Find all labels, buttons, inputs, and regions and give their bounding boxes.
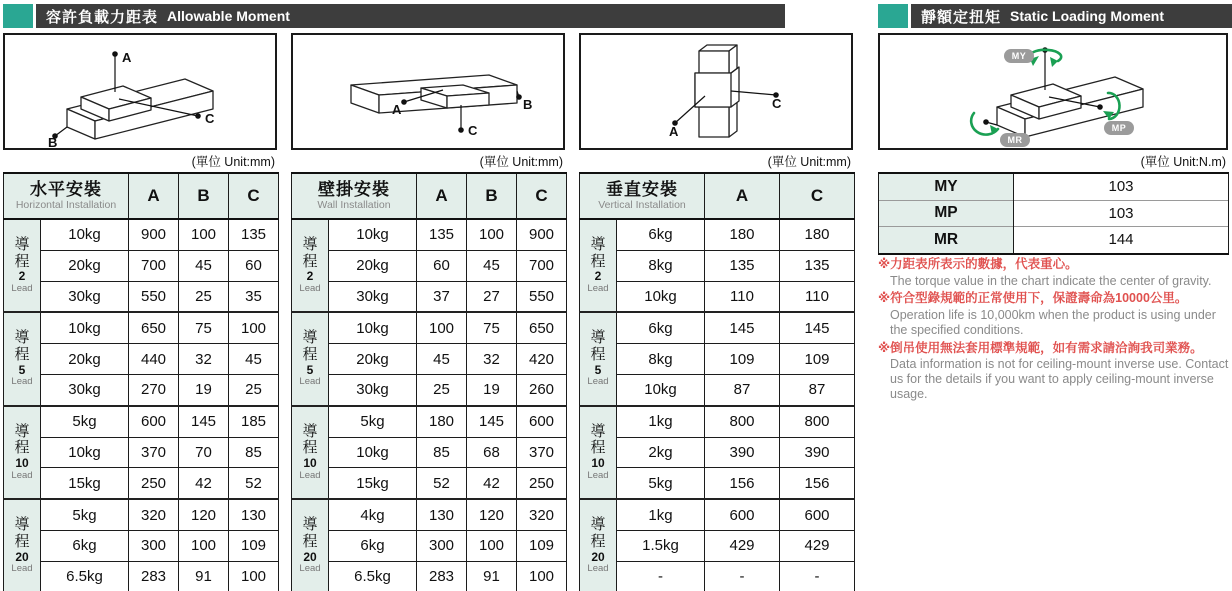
value-cell: 120 <box>467 499 517 530</box>
value-cell: 900 <box>129 219 179 250</box>
installation-table <box>579 172 855 591</box>
value-cell: 37 <box>417 281 467 312</box>
allowable-moment-header-bar <box>36 4 785 28</box>
load-cell: 6kg <box>617 219 705 250</box>
column-header-b: B <box>467 173 517 219</box>
value-cell: 110 <box>780 281 855 312</box>
static-moment-diagram <box>878 33 1228 150</box>
static-moment-header-bar <box>911 4 1232 28</box>
load-cell: 15kg <box>41 468 129 499</box>
table-row <box>4 437 279 468</box>
table-title-zh: 水平安裝 <box>30 179 102 199</box>
lead-cell: 導 程 10 Lead <box>580 406 617 499</box>
value-cell: 100 <box>467 219 517 250</box>
moment-value-cell: 144 <box>1014 227 1229 254</box>
badge-mr: MR <box>1007 135 1023 145</box>
load-cell: 6.5kg <box>329 561 417 591</box>
unit-label-mm: (單位 Unit:mm) <box>479 155 563 169</box>
value-cell: 130 <box>229 499 279 530</box>
load-cell: 6kg <box>617 312 705 343</box>
rail-isometric-abc-icon <box>5 35 275 148</box>
table-row <box>580 468 855 499</box>
static-moment-table-container <box>878 172 1229 255</box>
value-cell: 700 <box>129 250 179 281</box>
value-cell: 440 <box>129 344 179 375</box>
value-cell: 185 <box>229 406 279 437</box>
value-cell: 25 <box>417 374 467 405</box>
column-header-c: C <box>229 173 279 219</box>
static-moment-header <box>878 4 1232 28</box>
vertical-installation-table-container <box>579 172 855 591</box>
lead-cell: 導 程 2 Lead <box>580 219 617 312</box>
badge-mp: MP <box>1111 123 1127 133</box>
value-cell: 420 <box>517 344 567 375</box>
load-cell: 30kg <box>41 374 129 405</box>
value-cell: 45 <box>467 250 517 281</box>
value-cell: 60 <box>229 250 279 281</box>
note-en: The torque value in the chart indicate the center of gravity. <box>890 273 1212 288</box>
value-cell: 19 <box>179 374 229 405</box>
value-cell: 390 <box>705 437 780 468</box>
value-cell: 550 <box>129 281 179 312</box>
value-cell: 145 <box>705 312 780 343</box>
table-row <box>292 281 567 312</box>
table-row <box>292 530 567 561</box>
value-cell: 180 <box>780 219 855 250</box>
value-cell: 320 <box>517 499 567 530</box>
value-cell: 270 <box>129 374 179 405</box>
horizontal-installation-table-container <box>3 172 279 591</box>
value-cell: 370 <box>129 437 179 468</box>
value-cell: 145 <box>780 312 855 343</box>
table-row <box>292 312 567 343</box>
installation-table <box>291 172 567 591</box>
table-row <box>4 561 279 591</box>
note-en: Operation life is 10,000km when the product is using under the specified conditions. <box>890 308 1216 337</box>
table-row <box>4 250 279 281</box>
wall-installation-diagram <box>291 33 565 150</box>
table-title-cell <box>580 173 705 219</box>
load-cell: 6kg <box>41 530 129 561</box>
unit-label-nm: (單位 Unit:N.m) <box>1140 155 1226 169</box>
value-cell: 42 <box>467 468 517 499</box>
value-cell: 135 <box>780 250 855 281</box>
table-title-cell <box>4 173 129 219</box>
value-cell: 52 <box>417 468 467 499</box>
value-cell: 135 <box>417 219 467 250</box>
value-cell: 320 <box>129 499 179 530</box>
value-cell: 25 <box>179 281 229 312</box>
moment-value-cell: 103 <box>1014 200 1229 227</box>
value-cell: 100 <box>179 219 229 250</box>
value-cell: 250 <box>129 468 179 499</box>
table-row <box>292 561 567 591</box>
value-cell: 109 <box>780 344 855 375</box>
value-cell: 135 <box>705 250 780 281</box>
value-cell: 600 <box>129 406 179 437</box>
value-cell: 75 <box>179 312 229 343</box>
load-cell: 10kg <box>617 281 705 312</box>
value-cell: 45 <box>179 250 229 281</box>
load-cell: 20kg <box>41 250 129 281</box>
table-row <box>4 312 279 343</box>
value-cell: 135 <box>229 219 279 250</box>
value-cell: 32 <box>467 344 517 375</box>
label-a: A <box>122 50 132 65</box>
load-cell: 10kg <box>329 437 417 468</box>
table-title-cell <box>292 173 417 219</box>
moment-label-cell: MR <box>879 227 1014 254</box>
table-row <box>580 437 855 468</box>
table-title-en: Horizontal Installation <box>15 198 117 211</box>
label-a: A <box>392 102 402 117</box>
lead-cell: 導 程 20 Lead <box>580 499 617 591</box>
column-header-a: A <box>417 173 467 219</box>
lead-cell: 導 程 20 Lead <box>4 499 41 591</box>
table-row <box>580 561 855 591</box>
label-b: B <box>48 135 58 148</box>
load-cell: 5kg <box>617 468 705 499</box>
wall-installation-table-container <box>291 172 567 591</box>
load-cell: 30kg <box>329 374 417 405</box>
table-row <box>580 344 855 375</box>
load-cell: 20kg <box>41 344 129 375</box>
value-cell: 100 <box>517 561 567 591</box>
column-header-c: C <box>517 173 567 219</box>
rail-moment-axes-icon <box>880 35 1226 148</box>
table-row <box>580 530 855 561</box>
value-cell: 100 <box>467 530 517 561</box>
load-cell: 5kg <box>41 406 129 437</box>
value-cell: 429 <box>780 530 855 561</box>
value-cell: 100 <box>417 312 467 343</box>
table-row <box>580 250 855 281</box>
lead-cell: 導 程 5 Lead <box>580 312 617 405</box>
value-cell: 120 <box>179 499 229 530</box>
load-cell: 5kg <box>329 406 417 437</box>
value-cell: 100 <box>229 312 279 343</box>
moment-label-cell: MP <box>879 200 1014 227</box>
value-cell: 109 <box>229 530 279 561</box>
moment-label-cell: MY <box>879 173 1014 200</box>
load-cell: 20kg <box>329 250 417 281</box>
value-cell: 260 <box>517 374 567 405</box>
value-cell: 91 <box>179 561 229 591</box>
table-row <box>580 312 855 343</box>
value-cell: 75 <box>467 312 517 343</box>
value-cell: 19 <box>467 374 517 405</box>
installation-table <box>3 172 279 591</box>
lead-cell: 導 程 2 Lead <box>292 219 329 312</box>
load-cell: 2kg <box>617 437 705 468</box>
allowable-moment-header <box>3 4 785 28</box>
table-title-zh: 壁掛安裝 <box>318 179 390 199</box>
load-cell: 1.5kg <box>617 530 705 561</box>
table-row <box>292 499 567 530</box>
load-cell: 6kg <box>329 530 417 561</box>
value-cell: 27 <box>467 281 517 312</box>
lead-cell: 導 程 10 Lead <box>4 406 41 499</box>
note-zh: ※力距表所表示的數據，代表重心。 <box>878 257 1078 271</box>
badge-my: MY <box>1011 51 1027 61</box>
load-cell: 15kg <box>329 468 417 499</box>
load-cell: 5kg <box>41 499 129 530</box>
load-cell: 10kg <box>41 219 129 250</box>
table-row <box>4 530 279 561</box>
table-header-row <box>292 173 567 219</box>
value-cell: 100 <box>179 530 229 561</box>
vertical-installation-diagram <box>579 33 853 150</box>
value-cell: 180 <box>417 406 467 437</box>
unit-label-mm: (單位 Unit:mm) <box>191 155 275 169</box>
table-row <box>4 219 279 250</box>
value-cell: 100 <box>229 561 279 591</box>
value-cell: 550 <box>517 281 567 312</box>
value-cell: 283 <box>417 561 467 591</box>
value-cell: 109 <box>705 344 780 375</box>
table-row <box>580 374 855 405</box>
table-row <box>292 468 567 499</box>
value-cell: 250 <box>517 468 567 499</box>
teal-accent-square-icon <box>3 4 33 28</box>
value-cell: 91 <box>467 561 517 591</box>
rail-isometric-abc-icon <box>293 35 563 148</box>
table-title-zh: 垂直安裝 <box>606 179 678 199</box>
load-cell: 30kg <box>41 281 129 312</box>
value-cell: 70 <box>179 437 229 468</box>
value-cell: 68 <box>467 437 517 468</box>
table-row <box>4 374 279 405</box>
static-moment-table <box>878 172 1229 255</box>
value-cell: - <box>705 561 780 591</box>
load-cell: 4kg <box>329 499 417 530</box>
value-cell: 600 <box>517 406 567 437</box>
value-cell: 87 <box>705 374 780 405</box>
value-cell: 85 <box>229 437 279 468</box>
label-c: C <box>205 111 215 126</box>
value-cell: 800 <box>780 406 855 437</box>
table-row <box>879 227 1229 254</box>
value-cell: 130 <box>417 499 467 530</box>
table-row <box>292 344 567 375</box>
column-header-a: A <box>129 173 179 219</box>
table-row <box>292 374 567 405</box>
load-cell: 10kg <box>41 437 129 468</box>
value-cell: 32 <box>179 344 229 375</box>
value-cell: 300 <box>129 530 179 561</box>
unit-label-mm: (單位 Unit:mm) <box>767 155 851 169</box>
value-cell: 45 <box>229 344 279 375</box>
table-row <box>4 499 279 530</box>
allowable-moment-title-zh: 容許負載力距表 <box>46 8 159 26</box>
value-cell: 300 <box>417 530 467 561</box>
table-row <box>580 499 855 530</box>
column-header-c: C <box>780 173 855 219</box>
value-cell: 156 <box>705 468 780 499</box>
label-c: C <box>772 96 782 111</box>
column-header-b: B <box>179 173 229 219</box>
label-b: B <box>523 97 533 112</box>
label-a: A <box>669 124 679 139</box>
value-cell: 145 <box>179 406 229 437</box>
value-cell: 110 <box>705 281 780 312</box>
table-row <box>4 468 279 499</box>
load-cell: 10kg <box>41 312 129 343</box>
value-cell: 800 <box>705 406 780 437</box>
value-cell: 52 <box>229 468 279 499</box>
table-row <box>292 219 567 250</box>
value-cell: 370 <box>517 437 567 468</box>
teal-accent-square-icon <box>878 4 908 28</box>
column-header-a: A <box>705 173 780 219</box>
value-cell: 45 <box>417 344 467 375</box>
allowable-moment-title-en: Allowable Moment <box>167 8 290 24</box>
load-cell: 10kg <box>329 219 417 250</box>
note-zh: ※符合型錄規範的正常使用下，保證壽命為10000公里。 <box>878 291 1188 306</box>
table-row <box>4 281 279 312</box>
value-cell: 650 <box>129 312 179 343</box>
lead-cell: 導 程 5 Lead <box>292 312 329 405</box>
value-cell: 600 <box>780 499 855 530</box>
value-cell: 85 <box>417 437 467 468</box>
rail-vertical-ac-icon <box>581 35 851 148</box>
footnotes <box>878 255 1230 404</box>
load-cell: 8kg <box>617 344 705 375</box>
value-cell: 650 <box>517 312 567 343</box>
lead-cell: 導 程 20 Lead <box>292 499 329 591</box>
value-cell: 390 <box>780 437 855 468</box>
table-row <box>580 219 855 250</box>
load-cell: 6.5kg <box>41 561 129 591</box>
value-cell: 429 <box>705 530 780 561</box>
lead-cell: 導 程 10 Lead <box>292 406 329 499</box>
value-cell: 25 <box>229 374 279 405</box>
load-cell: 1kg <box>617 406 705 437</box>
value-cell: - <box>780 561 855 591</box>
lead-cell: 導 程 2 Lead <box>4 219 41 312</box>
table-row <box>580 281 855 312</box>
value-cell: 283 <box>129 561 179 591</box>
value-cell: 145 <box>467 406 517 437</box>
value-cell: 700 <box>517 250 567 281</box>
static-moment-title-en: Static Loading Moment <box>1010 8 1165 24</box>
value-cell: 60 <box>417 250 467 281</box>
value-cell: 42 <box>179 468 229 499</box>
table-row <box>292 406 567 437</box>
load-cell: 10kg <box>329 312 417 343</box>
load-cell: 8kg <box>617 250 705 281</box>
moment-value-cell: 103 <box>1014 173 1229 200</box>
table-row <box>292 250 567 281</box>
table-row <box>879 200 1229 227</box>
table-title-en: Wall Installation <box>317 198 391 211</box>
horizontal-installation-diagram <box>3 33 277 150</box>
note-en: Data information is not for ceiling-mount inverse use. Contact us for the details if you want to apply ceiling-mount inverse usage. <box>890 357 1229 401</box>
table-header-row <box>4 173 279 219</box>
table-row <box>4 406 279 437</box>
table-row <box>580 406 855 437</box>
load-cell: - <box>617 561 705 591</box>
table-header-row <box>580 173 855 219</box>
value-cell: 156 <box>780 468 855 499</box>
label-c: C <box>468 123 478 138</box>
load-cell: 20kg <box>329 344 417 375</box>
table-row <box>292 437 567 468</box>
table-row <box>879 173 1229 200</box>
table-row <box>4 344 279 375</box>
load-cell: 1kg <box>617 499 705 530</box>
load-cell: 10kg <box>617 374 705 405</box>
value-cell: 600 <box>705 499 780 530</box>
table-title-en: Vertical Installation <box>598 198 686 211</box>
value-cell: 180 <box>705 219 780 250</box>
note-zh: ※倒吊使用無法套用標準規範，如有需求請洽詢我司業務。 <box>878 340 1203 355</box>
static-moment-title-zh: 靜額定扭矩 <box>921 8 1002 26</box>
value-cell: 35 <box>229 281 279 312</box>
value-cell: 900 <box>517 219 567 250</box>
value-cell: 87 <box>780 374 855 405</box>
value-cell: 109 <box>517 530 567 561</box>
lead-cell: 導 程 5 Lead <box>4 312 41 405</box>
load-cell: 30kg <box>329 281 417 312</box>
